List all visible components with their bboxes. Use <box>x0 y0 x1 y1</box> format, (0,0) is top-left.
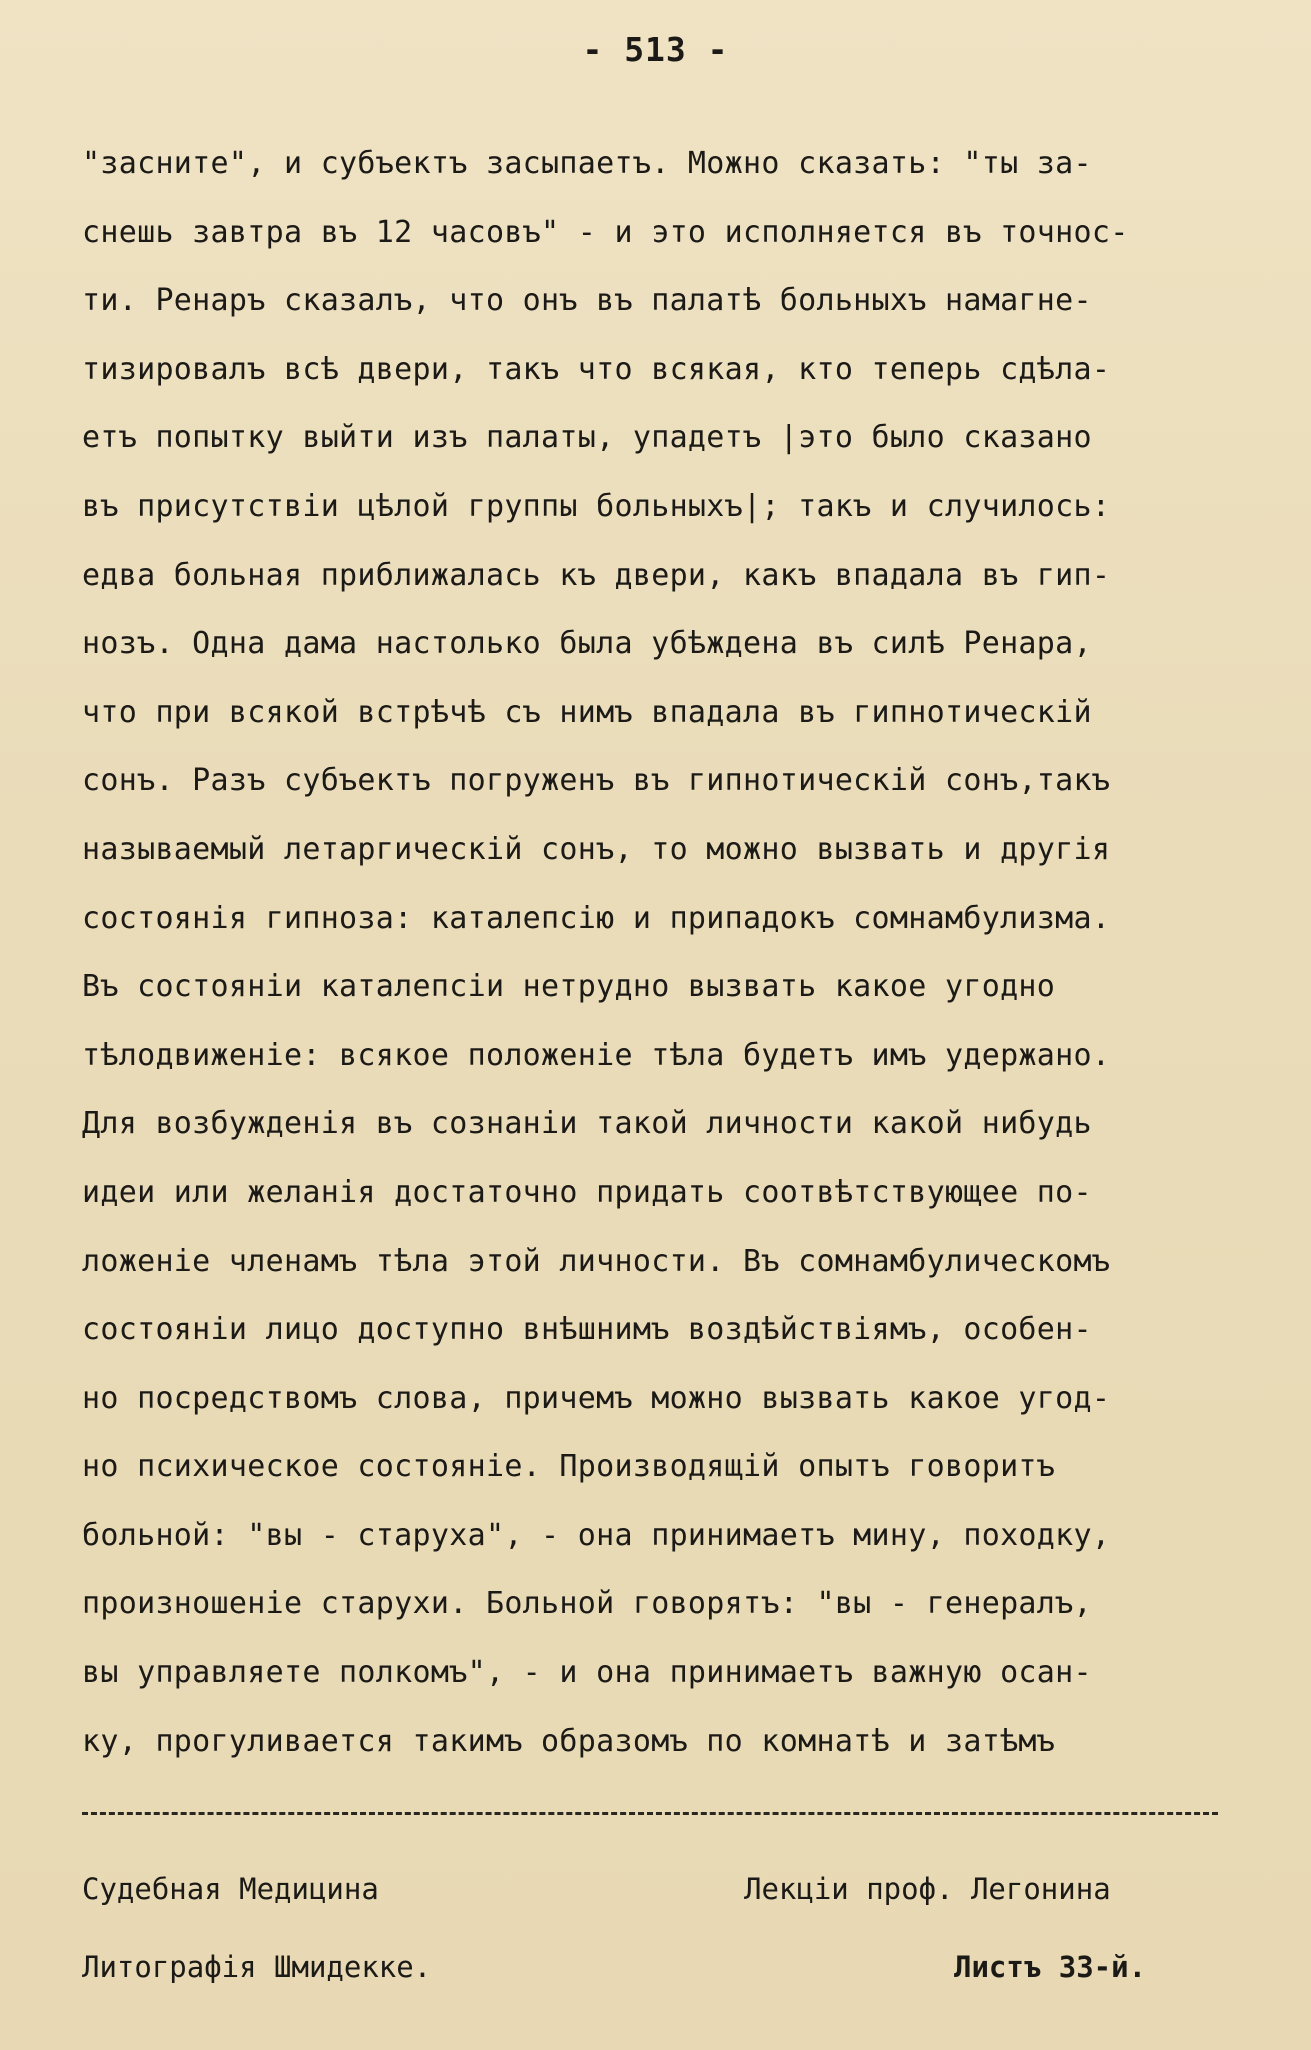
text-line: Для возбужденiя въ сознанiи такой личности какой нибудь <box>82 1106 1092 1142</box>
text-line: состоянiя гипноза: каталепсiю и припадокъ сомнамбулизма. <box>82 900 1111 936</box>
footer-sheet-number: Листъ 33-й. <box>954 1950 1147 1984</box>
page-number: - 513 - <box>582 30 729 69</box>
text-line: но посредствомъ слова, причемъ можно вызвать какое угод- <box>82 1380 1111 1416</box>
text-line: въ присутствiи цѣлой группы больныхъ|; такъ и случилось: <box>82 488 1111 524</box>
text-line: етъ попытку выйти изъ палаты, упадетъ |это было сказано <box>82 420 1092 456</box>
text-line: тѣлодвиженiе: всякое положенiе тѣла будетъ имъ удержано. <box>82 1037 1111 1073</box>
footer-separator <box>82 1812 1218 1815</box>
text-line: Въ состоянiи каталепсiи нетрудно вызвать какое угодно <box>82 969 1056 1005</box>
text-line: ку, прогуливается такимъ образомъ по комнатѣ и затѣмъ <box>82 1723 1056 1759</box>
text-line: сонъ. Разъ субъектъ погруженъ въ гипнотическiй сонъ,такъ <box>82 763 1111 799</box>
text-line: больной: "вы - старуха", - она принимаетъ мину, походку, <box>82 1517 1111 1553</box>
footer-subject: Судебная Медицина <box>82 1872 379 1906</box>
text-line: тизировалъ всѣ двери, такъ что всякая, кто теперь сдѣла- <box>82 351 1111 387</box>
text-line: но психическое состоянiе. Производящiй опытъ говоритъ <box>82 1449 1056 1485</box>
text-line: снешь завтра въ 12 часовъ" - и это исполняется въ точнос- <box>82 214 1129 250</box>
footer-lecturer: Лекцiи проф. Легонина <box>744 1872 1111 1906</box>
text-line: "засните", и субъектъ засыпаетъ. Можно сказать: "ты за- <box>82 146 1092 181</box>
footer-printer: Литографiя Шмидекке. <box>82 1950 432 1984</box>
text-line: вы управляете полкомъ", - и она принимаетъ важную осан- <box>82 1655 1092 1691</box>
text-line: ти. Ренаръ сказалъ, что онъ въ палатѣ больныхъ намагне- <box>82 283 1092 319</box>
text-line: нозъ. Одна дама настолько была убѣждена въ силѣ Ренара, <box>82 626 1092 662</box>
text-line: что при всякой встрѣчѣ съ нимъ впадала въ гипнотическiй <box>82 694 1092 730</box>
text-line: едва больная приближалась къ двери, какъ впадала въ гип- <box>82 557 1111 593</box>
text-line: идеи или желанiя достаточно придать соотвѣтствующее по- <box>82 1174 1092 1210</box>
text-line: ложенiе членамъ тѣла этой личности. Въ сомнамбулическомъ <box>82 1243 1111 1279</box>
text-line: произношенiе старухи. Больной говорятъ: "вы - генералъ, <box>82 1586 1092 1622</box>
text-line: называемый летаргическiй сонъ, то можно вызвать и другiя <box>82 831 1111 867</box>
text-line: состоянiи лицо доступно внѣшнимъ воздѣйствiямъ, особен- <box>82 1312 1092 1348</box>
body-text <box>82 130 1262 1776</box>
